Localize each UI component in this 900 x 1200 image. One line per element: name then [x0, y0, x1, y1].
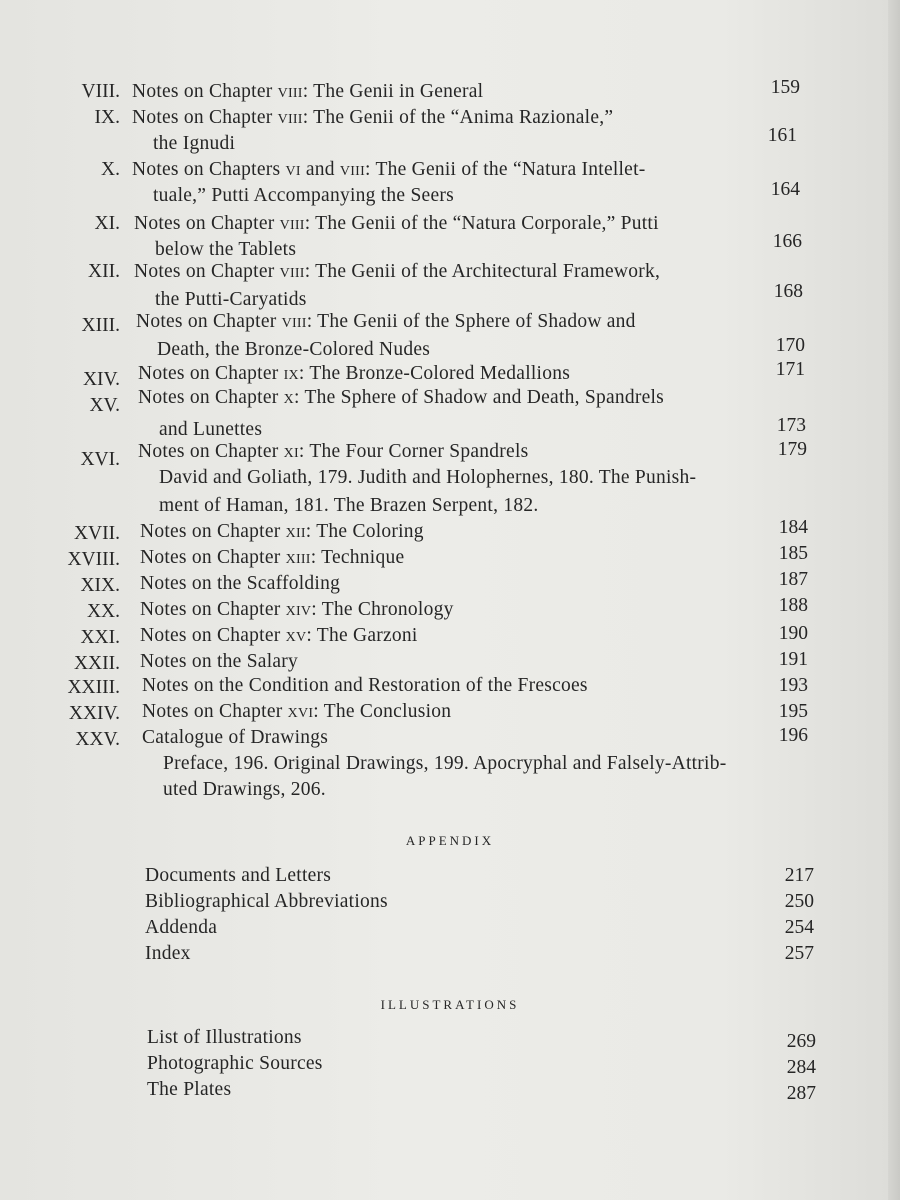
- illustrations-item-label: Photographic Sources: [147, 1053, 323, 1074]
- toc-entry-title: Catalogue of Drawings: [142, 727, 329, 748]
- toc-entry-page: 191: [778, 649, 808, 670]
- toc-entry-number: XI.: [94, 213, 120, 234]
- toc-entry-number: XXV.: [75, 729, 120, 750]
- illustrations-item-label: The Plates: [147, 1079, 232, 1100]
- toc-entry-page: 184: [778, 517, 808, 538]
- toc-entry-continuation: ment of Haman, 181. The Brazen Serpent, 182.: [159, 495, 539, 516]
- toc-entry-title: Notes on Chapters vi and viii: The Genii of the “Natura Intellet-: [132, 159, 646, 180]
- toc-entry-title: Notes on Chapter viii: The Genii of the “Natura Corporale,” Putti: [134, 213, 659, 234]
- toc-entry-page: 159: [770, 77, 800, 98]
- toc-entry-page: 168: [773, 281, 803, 302]
- illustrations-item-page: 269: [786, 1031, 816, 1052]
- appendix-item-label: Bibliographical Abbreviations: [145, 891, 388, 912]
- toc-entry-number: XVI.: [80, 449, 120, 470]
- toc-entry-page: 164: [770, 179, 800, 200]
- toc-entry-page: 179: [777, 439, 807, 460]
- illustrations-item-page: 284: [786, 1057, 816, 1078]
- toc-entry-title: Notes on Chapter xiv: The Chronology: [140, 599, 454, 620]
- toc-entry-title: Notes on Chapter xii: The Coloring: [140, 521, 424, 542]
- toc-entry-page: 195: [778, 701, 808, 722]
- toc-entry-number: XIII.: [81, 315, 120, 336]
- toc-entry-continuation: tuale,” Putti Accompanying the Seers: [153, 185, 454, 206]
- appendix-heading: APPENDIX: [405, 833, 495, 848]
- toc-entry-title: Notes on Chapter viii: The Genii in General: [132, 81, 484, 102]
- toc-entry-number: XXIV.: [68, 703, 120, 724]
- appendix-item-page: 250: [784, 891, 814, 912]
- toc-entry-page: 173: [776, 415, 806, 436]
- toc-entry-continuation: Death, the Bronze-Colored Nudes: [157, 339, 431, 360]
- toc-entry-number: XIV.: [82, 369, 120, 390]
- toc-entry-number: XVIII.: [67, 549, 120, 570]
- appendix-item-label: Addenda: [145, 917, 218, 938]
- toc-entry-page: 170: [775, 335, 805, 356]
- toc-entry-continuation: the Ignudi: [153, 133, 236, 154]
- toc-entry-title: Notes on Chapter viii: The Genii of the “Anima Razionale,”: [132, 107, 614, 128]
- appendix-item-page: 257: [784, 943, 814, 964]
- toc-entry-number: XXII.: [73, 653, 120, 674]
- toc-entry-number: IX.: [94, 107, 120, 128]
- toc-entry-title: Notes on Chapter xi: The Four Corner Spandrels: [138, 441, 529, 462]
- toc-entry-continuation: and Lunettes: [159, 419, 263, 440]
- toc-entry-continuation: uted Drawings, 206.: [163, 779, 326, 800]
- appendix-item-page: 254: [784, 917, 814, 938]
- toc-entry-title: Notes on Chapter xiii: Technique: [140, 547, 405, 568]
- toc-entry-title: Notes on the Condition and Restoration of the Frescoes: [142, 675, 588, 696]
- illustrations-item-page: 287: [786, 1083, 816, 1104]
- toc-entry-page: 161: [767, 125, 797, 146]
- toc-entry-continuation: below the Tablets: [155, 239, 297, 260]
- toc-entry-number: XIX.: [80, 575, 120, 596]
- toc-entry-page: 190: [778, 623, 808, 644]
- toc-entry-title: Notes on Chapter x: The Sphere of Shadow and Death, Spandrels: [138, 387, 665, 408]
- toc-entry-number: VIII.: [81, 81, 120, 102]
- appendix-item-label: Index: [145, 943, 191, 964]
- toc-entry-page: 196: [778, 725, 808, 746]
- toc-entry-title: Notes on Chapter viii: The Genii of the Sphere of Shadow and: [136, 311, 636, 332]
- toc-entry-page: 188: [778, 595, 808, 616]
- toc-entry-continuation: the Putti-Caryatids: [155, 289, 307, 310]
- toc-entry-title: Notes on Chapter xv: The Garzoni: [140, 625, 418, 646]
- toc-entry-page: 171: [775, 359, 805, 380]
- toc-entry-title: Notes on Chapter xvi: The Conclusion: [142, 701, 452, 722]
- toc-entry-number: X.: [101, 159, 120, 180]
- toc-entry-number: XXIII.: [67, 677, 120, 698]
- toc-entry-continuation: Preface, 196. Original Drawings, 199. Apocryphal and Falsely-Attrib-: [163, 753, 727, 774]
- toc-entry-number: XX.: [86, 601, 120, 622]
- toc-entry-number: XV.: [89, 395, 120, 416]
- toc-entry-title: Notes on Chapter ix: The Bronze-Colored Medallions: [138, 363, 571, 384]
- appendix-item-page: 217: [784, 865, 814, 886]
- illustrations-item-label: List of Illustrations: [147, 1027, 302, 1048]
- appendix-item-label: Documents and Letters: [145, 865, 332, 886]
- illustrations-heading: ILLUSTRATIONS: [380, 997, 520, 1012]
- toc-entry-page: 185: [778, 543, 808, 564]
- toc-entry-title: Notes on Chapter viii: The Genii of the Architectural Framework,: [134, 261, 661, 282]
- page-edge: [888, 0, 900, 1200]
- toc-entry-page: 187: [778, 569, 808, 590]
- toc-entry-number: XXI.: [80, 627, 120, 648]
- toc-entry-number: XII.: [88, 261, 120, 282]
- toc-entry-number: XVII.: [73, 523, 120, 544]
- toc-entry-page: 166: [772, 231, 802, 252]
- toc-entry-continuation: David and Goliath, 179. Judith and Holophernes, 180. The Punish-: [159, 467, 697, 488]
- toc-entry-title: Notes on the Scaffolding: [140, 573, 341, 594]
- toc-entry-page: 193: [778, 675, 808, 696]
- toc-entry-title: Notes on the Salary: [140, 651, 299, 672]
